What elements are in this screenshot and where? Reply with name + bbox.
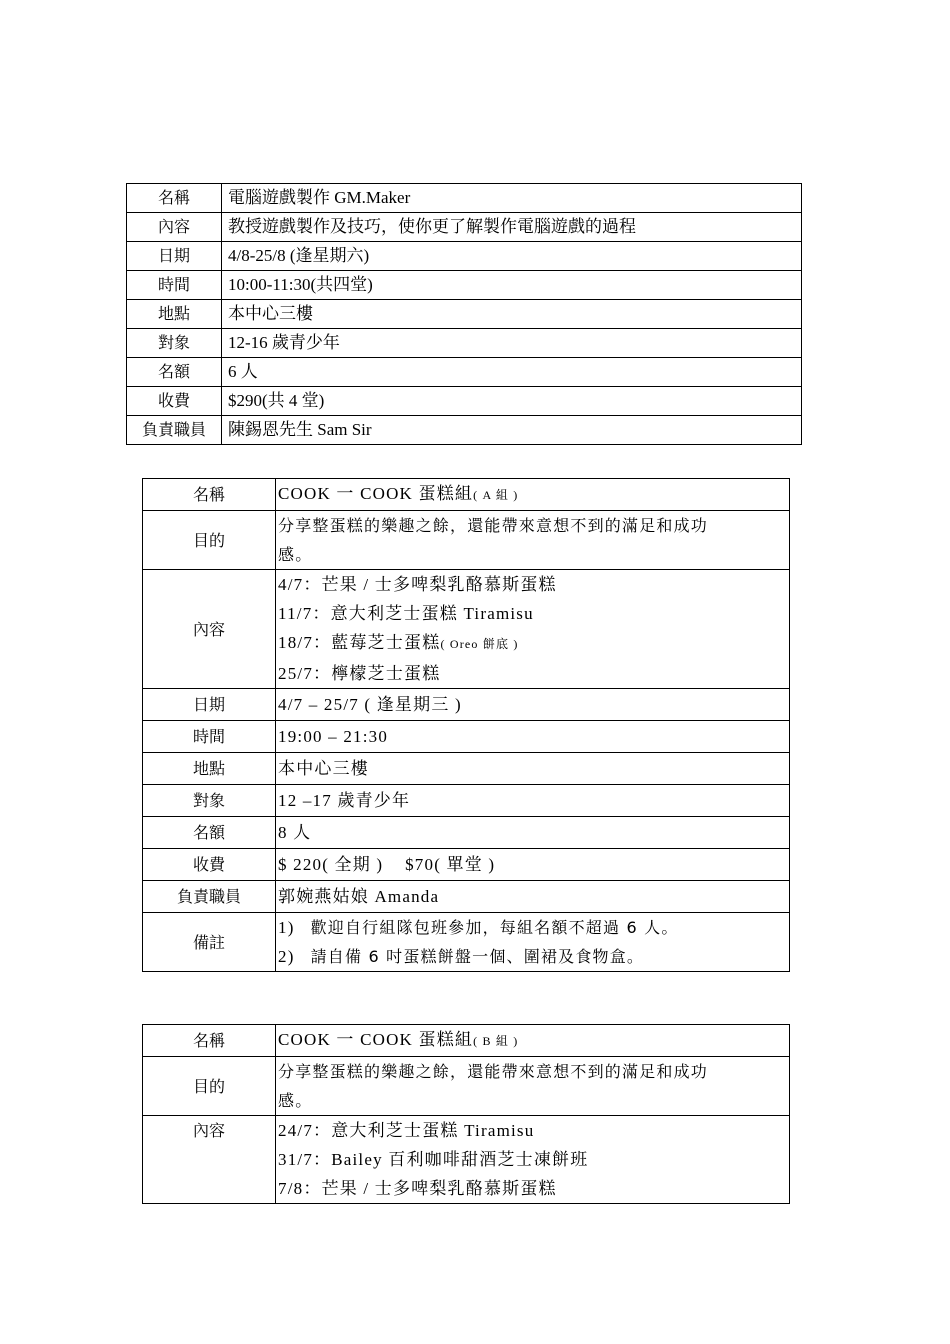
table-row — [143, 570, 790, 689]
table-row — [143, 817, 790, 849]
table-row — [143, 1057, 790, 1116]
date-label: 日期 — [143, 689, 276, 721]
purpose-line: 感。 — [278, 545, 313, 564]
fee-single-note: ( 單堂 ) — [434, 855, 496, 874]
staff-value: 郭婉燕姑娘 Amanda — [276, 881, 790, 913]
row-label: 地點 — [127, 300, 222, 329]
content-line: 11/7：意大利芝士蛋糕 Tiramisu — [278, 604, 534, 623]
course-table-body — [127, 184, 802, 445]
table-row — [143, 849, 790, 881]
content-label: 內容 — [143, 1116, 276, 1204]
name-label: 名稱 — [143, 1025, 276, 1057]
table-row — [143, 479, 790, 511]
purpose-value — [276, 511, 790, 570]
purpose-line: 分享整蛋糕的樂趣之餘，還能帶來意想不到的滿足和成功 — [278, 516, 709, 535]
group-tag: ( A 組 ) — [473, 488, 519, 502]
fee-label: 收費 — [143, 849, 276, 881]
name-label: 名稱 — [143, 479, 276, 511]
row-label: 負責職員 — [127, 416, 222, 445]
table-row — [143, 721, 790, 753]
remark-number: 1) — [278, 918, 295, 937]
table-row — [143, 753, 790, 785]
row-label: 對象 — [127, 329, 222, 358]
purpose-line: 感。 — [278, 1091, 313, 1110]
table-row — [143, 785, 790, 817]
table-row — [143, 1116, 790, 1204]
fee-full: $ 220 — [278, 855, 323, 874]
purpose-label: 目的 — [143, 511, 276, 570]
row-value: 10:00-11:30(共四堂) — [222, 271, 802, 300]
remark-number: 2) — [278, 947, 295, 966]
target-value: 12 –17 歲青少年 — [276, 785, 790, 817]
name-text: COOK 一 COOK 蛋糕組 — [278, 484, 474, 503]
table-row — [143, 689, 790, 721]
table-row — [127, 271, 802, 300]
course-table-gm-maker — [126, 183, 802, 445]
fee-full-note: ( 全期 ) — [322, 855, 384, 874]
course-table-cake-a — [142, 478, 790, 972]
purpose-line: 分享整蛋糕的樂趣之餘，還能帶來意想不到的滿足和成功 — [278, 1062, 709, 1081]
table-row — [127, 242, 802, 271]
name-value — [276, 1025, 790, 1057]
content-line: 31/7：Bailey 百利咖啡甜酒芝士凍餅班 — [278, 1150, 589, 1169]
target-label: 對象 — [143, 785, 276, 817]
time-label: 時間 — [143, 721, 276, 753]
table-row — [127, 358, 802, 387]
table-row — [127, 184, 802, 213]
content-line: 24/7：意大利芝士蛋糕 Tiramisu — [278, 1121, 535, 1140]
course-table-body — [143, 479, 790, 972]
row-label: 名稱 — [127, 184, 222, 213]
row-value: 4/8-25/8 (逢星期六) — [222, 242, 802, 271]
fee-value — [276, 849, 790, 881]
date-note: ( 逢星期三 ) — [364, 695, 462, 714]
quota-label: 名額 — [143, 817, 276, 849]
table-row — [127, 416, 802, 445]
remark-text: 歡迎自行組隊包班參加，每組名額不超過 6 人。 — [310, 918, 679, 937]
venue-label: 地點 — [143, 753, 276, 785]
content-value — [276, 1116, 790, 1204]
row-label: 日期 — [127, 242, 222, 271]
table-row — [143, 913, 790, 972]
row-label: 內容 — [127, 213, 222, 242]
row-value: 電腦遊戲製作 GM.Maker — [222, 184, 802, 213]
course-table-body — [143, 1025, 790, 1204]
row-value: 本中心三樓 — [222, 300, 802, 329]
quota-value: 8 人 — [276, 817, 790, 849]
content-line: 4/7：芒果 / 士多啤梨乳酪慕斯蛋糕 — [278, 575, 557, 594]
table-row — [127, 213, 802, 242]
group-tag: ( B 組 ) — [473, 1034, 519, 1048]
row-label: 名額 — [127, 358, 222, 387]
purpose-label: 目的 — [143, 1057, 276, 1116]
name-text: COOK 一 COOK 蛋糕組 — [278, 1030, 474, 1049]
remark-text: 請自備 6 吋蛋糕餅盤一個、圍裙及食物盒。 — [310, 947, 645, 966]
name-value — [276, 479, 790, 511]
table-row — [127, 329, 802, 358]
content-line — [278, 628, 787, 659]
content-value — [276, 570, 790, 689]
table-row — [127, 387, 802, 416]
fee-single: $70 — [405, 855, 435, 874]
row-label: 時間 — [127, 271, 222, 300]
table-row — [143, 511, 790, 570]
course-table-cake-b — [142, 1024, 790, 1204]
remarks-value — [276, 913, 790, 972]
date-text: 4/7 – 25/7 — [278, 695, 359, 714]
row-value: 12-16 歲青少年 — [222, 329, 802, 358]
row-value: $290(共 4 堂) — [222, 387, 802, 416]
row-value: 陳錫恩先生 Sam Sir — [222, 416, 802, 445]
venue-value: 本中心三樓 — [276, 753, 790, 785]
content-label: 內容 — [143, 570, 276, 689]
content-line: 25/7：檸檬芝士蛋糕 — [278, 664, 441, 683]
staff-label: 負責職員 — [143, 881, 276, 913]
table-row — [127, 300, 802, 329]
remark-item — [278, 913, 787, 942]
date-value — [276, 689, 790, 721]
time-value: 19:00 – 21:30 — [276, 721, 790, 753]
content-line-text: 18/7：藍莓芝士蛋糕 — [278, 633, 441, 652]
row-label: 收費 — [127, 387, 222, 416]
remarks-label: 備註 — [143, 913, 276, 972]
purpose-value — [276, 1057, 790, 1116]
remark-item — [278, 942, 787, 971]
table-row — [143, 1025, 790, 1057]
table-row — [143, 881, 790, 913]
content-line-note: ( Oreo 餅底 ) — [440, 637, 519, 651]
row-value: 教授遊戲製作及技巧，使你更了解製作電腦遊戲的過程 — [222, 213, 802, 242]
content-line: 7/8：芒果 / 士多啤梨乳酪慕斯蛋糕 — [278, 1179, 557, 1198]
row-value: 6 人 — [222, 358, 802, 387]
